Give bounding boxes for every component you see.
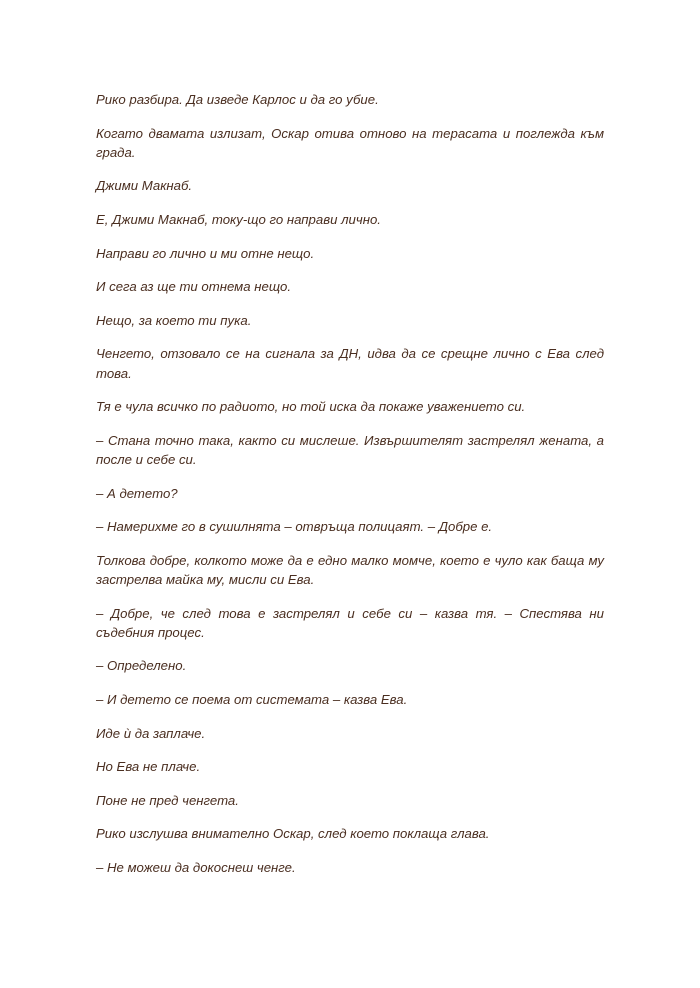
paragraph: И сега аз ще ти отнема нещо. <box>96 279 292 295</box>
paragraph: – А детето? <box>96 485 178 501</box>
paragraph: Иде ѝ да заплаче. <box>96 725 206 741</box>
paragraph: Е, Джими Макнаб, току-що го направи лично. <box>96 211 381 227</box>
paragraph: – Определено. <box>96 658 187 674</box>
paragraph: Ченгето, отзовало се на сигнала за ДН, идва да се срещне лично с Ева след това. <box>96 346 604 381</box>
paragraph: Джими Макнаб. <box>96 178 193 194</box>
paragraph: Но Ева не плаче. <box>96 759 201 775</box>
paragraph: Толкова добре, колкото може да е едно малко момче, което е чуло как баща му застрелва майка му, мисли си Ева. <box>96 552 604 587</box>
paragraph: – Намерихме го в сушилнята – отвръща полицаят. – Добре е. <box>96 519 493 535</box>
paragraph: – Не можеш да докоснеш ченге. <box>96 859 296 875</box>
paragraph: Поне не пред ченгета. <box>96 792 239 808</box>
document-body <box>96 90 604 891</box>
paragraph: Нещо, за което ти пука. <box>96 312 252 328</box>
paragraph: Рико разбира. Да изведе Карлос и да го убие. <box>96 92 379 107</box>
paragraph: – Добре, че след това е застрелял и себе си – казва тя. – Спестява ни съдебния процес. <box>96 605 604 640</box>
paragraph: Когато двамата излизат, Оскар отива отново на терасата и поглежда към града. <box>96 125 604 160</box>
paragraph: Тя е чула всичко по радиото, но той иска да покаже уважението си. <box>96 399 526 415</box>
paragraph: Рико изслушва внимателно Оскар, след което поклаща глава. <box>96 826 490 842</box>
paragraph: – Стана точно така, както си мислеше. Извършителят застрелял жената, а после и себе си. <box>96 432 604 467</box>
paragraph: Направи го лично и ми отне нещо. <box>96 245 315 261</box>
paragraph: – И детето се поема от системата – казва Ева. <box>96 691 408 707</box>
